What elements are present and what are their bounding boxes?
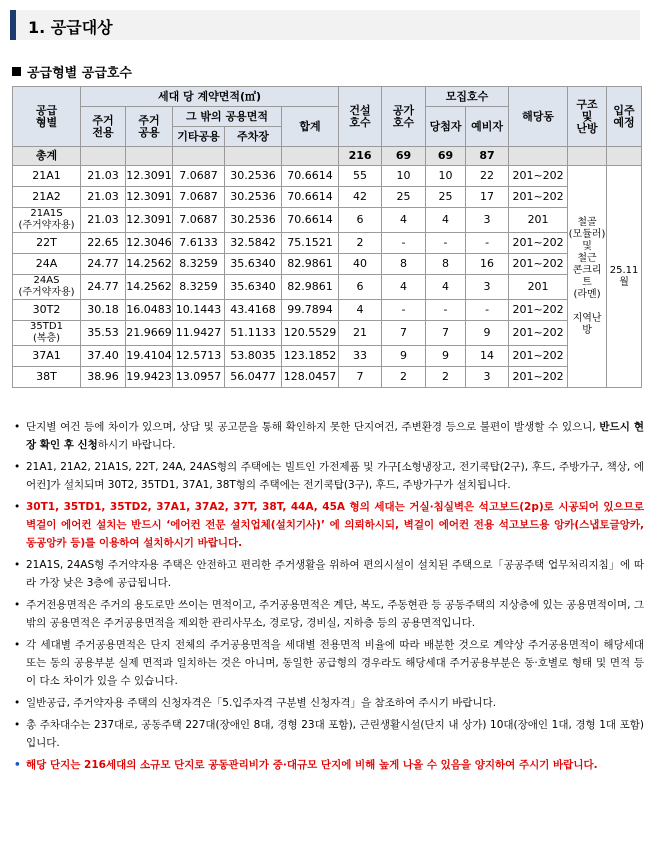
cell-built: 2 [339, 233, 382, 254]
cell-common: 12.3046 [126, 233, 173, 254]
diag-cell [282, 147, 339, 166]
cell-common: 21.9669 [126, 321, 173, 346]
note-text: 30T1, 35TD1, 35TD2, 37A1, 37A2, 37T, 38T, 44A, 45A 형의 세대는 거실·침실벽은 석고보드(2p)로 시공되어 있으므로 벽걸이 에어컨 설치는 반드시 ‘에어컨 전문 설치업체(설치기사)’ 에 의뢰하시되, 벽걸이 에어컨 전용 석고보드용 앙카(스냅토글앙카, 동공앙카 등)를 이용하여 설치하시기 바랍니다. [26, 501, 644, 549]
cell-total: 128.0457 [282, 367, 339, 388]
cell-total: 82.9861 [282, 254, 339, 275]
cell-common: 14.2562 [126, 254, 173, 275]
cell-exclusive: 24.77 [81, 254, 126, 275]
cell-type: 30T2 [13, 300, 81, 321]
cell-winners: 9 [426, 346, 466, 367]
cell-reserve: 16 [466, 254, 509, 275]
cell-type: 21A1 [13, 166, 81, 187]
note-text: 주거전용면적은 주거의 용도로만 쓰이는 면적이고, 주거공용면적은 계단, 복도, 주동현관 등 공동주택의 지상층에 있는 공용면적이며, 그 밖의 공용면적은 주거공용면적을 제외한 관리사무소, 경로당, 경비실, 지하층 등의 공용면적입니다. [26, 599, 644, 629]
cell-winners: - [426, 233, 466, 254]
cell-built: 42 [339, 187, 382, 208]
cell-winners: 4 [426, 275, 466, 300]
cell-type: 38T [13, 367, 81, 388]
bullet-icon: • [14, 719, 21, 731]
bullet-icon: • [14, 697, 21, 709]
bullet-icon: • [14, 759, 21, 771]
cell-exclusive: 30.18 [81, 300, 126, 321]
cell-common: 19.9423 [126, 367, 173, 388]
cell-parking: 35.6340 [225, 275, 282, 300]
cell-winners: 4 [426, 208, 466, 233]
cell-buildings: 201~202 [509, 187, 568, 208]
cell-exclusive: 21.03 [81, 166, 126, 187]
cell-common: 12.3091 [126, 208, 173, 233]
header-parking: 주차장 [225, 127, 282, 147]
table-row [13, 254, 642, 275]
header-winners: 당첨자 [426, 107, 466, 147]
cell-move-in: 25.11월 [607, 166, 642, 388]
diag-cell [509, 147, 568, 166]
cell-supply: 7 [382, 321, 426, 346]
cell-other-shared: 7.0687 [173, 208, 225, 233]
bullet-icon: • [14, 501, 21, 513]
note-item-warning [14, 498, 644, 552]
bullet-icon: • [14, 461, 21, 473]
diag-cell [568, 147, 607, 166]
note-emphasis: 반드시 현장 확인 후 신청 [26, 421, 644, 451]
bullet-icon: • [14, 421, 21, 433]
cell-built: 55 [339, 166, 382, 187]
total-label: 총계 [13, 147, 81, 166]
header-recruit: 모집호수 [426, 87, 509, 107]
cell-other-shared: 13.0957 [173, 367, 225, 388]
cell-exclusive: 38.96 [81, 367, 126, 388]
cell-reserve: 3 [466, 367, 509, 388]
cell-winners: 8 [426, 254, 466, 275]
note-text: 각 세대별 주거공용면적은 단지 전체의 주거공용면적을 세대별 전용면적 비율에 따라 배분한 것으로 계약상 주거공용면적이 해당세대 또는 동의 공용부분 실제 면적과 일치하는 것은 아니며, 동일한 공급형의 경우라도 해당세대 주거공용부분은 동·호별로 형태 및 면적 등이 다소 차이가 있을 수 있습니다. [26, 639, 644, 687]
note-item [14, 636, 644, 690]
cell-buildings: 201~202 [509, 321, 568, 346]
cell-type: 24AS (주거약자용) [13, 275, 81, 300]
subheading-text: 공급형별 공급호수 [27, 66, 132, 81]
cell-exclusive: 21.03 [81, 208, 126, 233]
cell-supply: 10 [382, 166, 426, 187]
cell-buildings: 201~202 [509, 254, 568, 275]
cell-common: 16.0483 [126, 300, 173, 321]
header-buildings: 해당동 [509, 87, 568, 147]
cell-type: 35TD1 (복층) [13, 321, 81, 346]
cell-buildings: 201~202 [509, 166, 568, 187]
header-structure: 구조 및 난방 [568, 87, 607, 147]
cell-other-shared: 11.9427 [173, 321, 225, 346]
cell-parking: 35.6340 [225, 254, 282, 275]
table-row [13, 187, 642, 208]
cell-parking: 30.2536 [225, 208, 282, 233]
table-row [13, 275, 642, 300]
cell-winners: 7 [426, 321, 466, 346]
cell-parking: 30.2536 [225, 187, 282, 208]
cell-supply: 25 [382, 187, 426, 208]
diag-cell [225, 147, 282, 166]
total-supply: 69 [382, 147, 426, 166]
cell-winners: 25 [426, 187, 466, 208]
cell-reserve: - [466, 300, 509, 321]
cell-other-shared: 10.1443 [173, 300, 225, 321]
cell-winners: 2 [426, 367, 466, 388]
cell-supply: - [382, 300, 426, 321]
cell-built: 7 [339, 367, 382, 388]
cell-common: 14.2562 [126, 275, 173, 300]
cell-parking: 56.0477 [225, 367, 282, 388]
bullet-icon: • [14, 559, 21, 571]
cell-built: 6 [339, 275, 382, 300]
cell-type: 21A2 [13, 187, 81, 208]
cell-buildings: 201~202 [509, 346, 568, 367]
note-item [14, 556, 644, 592]
cell-built: 4 [339, 300, 382, 321]
cell-built: 33 [339, 346, 382, 367]
cell-buildings: 201~202 [509, 300, 568, 321]
header-move-in: 입주 예정 [607, 87, 642, 147]
header-built: 건설 호수 [339, 87, 382, 147]
diag-cell [126, 147, 173, 166]
cell-built: 40 [339, 254, 382, 275]
cell-parking: 30.2536 [225, 166, 282, 187]
cell-type: 37A1 [13, 346, 81, 367]
cell-other-shared: 7.6133 [173, 233, 225, 254]
cell-supply: 8 [382, 254, 426, 275]
cell-parking: 32.5842 [225, 233, 282, 254]
note-item-warning [14, 756, 644, 774]
header-reserve: 예비자 [466, 107, 509, 147]
cell-reserve: 22 [466, 166, 509, 187]
note-text: 해당 단지는 216세대의 소규모 단지로 공동관리비가 중·대규모 단지에 비해 높게 나올 수 있음을 양지하여 주시기 바랍니다. [26, 759, 598, 771]
note-item [14, 418, 644, 454]
cell-reserve: 14 [466, 346, 509, 367]
table-row [13, 208, 642, 233]
header-supply: 공가 호수 [382, 87, 426, 147]
diag-cell [607, 147, 642, 166]
cell-buildings: 201~202 [509, 367, 568, 388]
cell-exclusive: 22.65 [81, 233, 126, 254]
note-item [14, 458, 644, 494]
header-other-shared: 기타공용 [173, 127, 225, 147]
header-total: 합계 [282, 107, 339, 147]
cell-built: 6 [339, 208, 382, 233]
note-item [14, 716, 644, 752]
note-text: 21A1S, 24AS형 주거약자용 주택은 안전하고 편리한 주거생활을 위하여 편의시설이 설치된 주택으로「공공주택 업무처리지침」에 따라 가장 낮은 3층에 공급됩니다. [26, 559, 644, 589]
notes-list [14, 418, 644, 778]
cell-common: 12.3091 [126, 166, 173, 187]
cell-supply: 4 [382, 275, 426, 300]
diag-cell [81, 147, 126, 166]
note-text: 일반공급, 주거약자용 주택의 신청자격은「5.입주자격 구분별 신청자격」을 참조하여 주시기 바랍니다. [26, 697, 497, 709]
cell-total: 75.1521 [282, 233, 339, 254]
cell-reserve: 9 [466, 321, 509, 346]
cell-parking: 51.1133 [225, 321, 282, 346]
cell-other-shared: 12.5713 [173, 346, 225, 367]
header-area-group: 세대 당 계약면적(㎡) [81, 87, 339, 107]
table-row [13, 367, 642, 388]
subheading [12, 62, 132, 81]
note-text: 단지별 여건 등에 차이가 있으며, 상담 및 공고문을 통해 확인하지 못한 단지여건, 주변환경 등으로 불편이 발생할 수 있으니, [26, 421, 600, 433]
total-built: 216 [339, 147, 382, 166]
total-reserve: 87 [466, 147, 509, 166]
cell-parking: 43.4168 [225, 300, 282, 321]
header-exclusive: 주거 전용 [81, 107, 126, 147]
note-text: 하시기 바랍니다. [97, 439, 176, 451]
note-text: 총 주차대수는 237대로, 공동주택 227대(장애인 8대, 경형 23대 포함), 근린생활시설(단지 내 상가) 10대(장애인 1대, 경형 1대 포함)입니다. [26, 719, 644, 749]
cell-exclusive: 37.40 [81, 346, 126, 367]
cell-type: 21A1S (주거약자용) [13, 208, 81, 233]
note-item [14, 694, 644, 712]
section-title: 1. 공급대상 [28, 18, 113, 37]
section-title-bar [10, 10, 640, 40]
cell-reserve: 17 [466, 187, 509, 208]
cell-buildings: 201 [509, 208, 568, 233]
cell-exclusive: 24.77 [81, 275, 126, 300]
cell-type: 22T [13, 233, 81, 254]
cell-exclusive: 21.03 [81, 187, 126, 208]
cell-reserve: - [466, 233, 509, 254]
cell-winners: 10 [426, 166, 466, 187]
cell-total: 82.9861 [282, 275, 339, 300]
note-item [14, 596, 644, 632]
table-row [13, 346, 642, 367]
table-row [13, 321, 642, 346]
cell-common: 19.4104 [126, 346, 173, 367]
cell-other-shared: 7.0687 [173, 166, 225, 187]
cell-total: 70.6614 [282, 208, 339, 233]
cell-other-shared: 8.3259 [173, 275, 225, 300]
table-row [13, 233, 642, 254]
cell-total: 99.7894 [282, 300, 339, 321]
supply-table [12, 86, 642, 388]
header-supply-type: 공급 형별 [13, 87, 81, 147]
square-bullet-icon [12, 67, 21, 76]
header-common: 주거 공용 [126, 107, 173, 147]
note-text: 21A1, 21A2, 21A1S, 22T, 24A, 24AS형의 주택에는 빌트인 가전제품 및 가구[소형냉장고, 전기쿡탑(2구), 후드, 주방가구, 책상, 에어컨]가 설치되며 30T2, 35TD1, 37A1, 38T형의 주택에는 전기쿡탑(3구), 후드, 주방가구가 설치됩니다. [26, 461, 644, 491]
cell-supply: 9 [382, 346, 426, 367]
bullet-icon: • [14, 639, 21, 651]
cell-reserve: 3 [466, 208, 509, 233]
table-row [13, 166, 642, 187]
cell-other-shared: 8.3259 [173, 254, 225, 275]
cell-winners: - [426, 300, 466, 321]
cell-structure: 철골 (모듈러) 및 철근 콘크리트 (라멘) 지역난방 [568, 166, 607, 388]
total-winners: 69 [426, 147, 466, 166]
header-other-common: 그 밖의 공용면적 [173, 107, 282, 127]
cell-buildings: 201 [509, 275, 568, 300]
cell-type: 24A [13, 254, 81, 275]
cell-total: 120.5529 [282, 321, 339, 346]
cell-total: 70.6614 [282, 166, 339, 187]
cell-common: 12.3091 [126, 187, 173, 208]
cell-built: 21 [339, 321, 382, 346]
cell-total: 70.6614 [282, 187, 339, 208]
cell-supply: 4 [382, 208, 426, 233]
cell-reserve: 3 [466, 275, 509, 300]
bullet-icon: • [14, 599, 21, 611]
cell-parking: 53.8035 [225, 346, 282, 367]
cell-exclusive: 35.53 [81, 321, 126, 346]
table-row [13, 300, 642, 321]
diag-cell [173, 147, 225, 166]
cell-total: 123.1852 [282, 346, 339, 367]
cell-other-shared: 7.0687 [173, 187, 225, 208]
cell-supply: - [382, 233, 426, 254]
cell-supply: 2 [382, 367, 426, 388]
cell-buildings: 201~202 [509, 233, 568, 254]
